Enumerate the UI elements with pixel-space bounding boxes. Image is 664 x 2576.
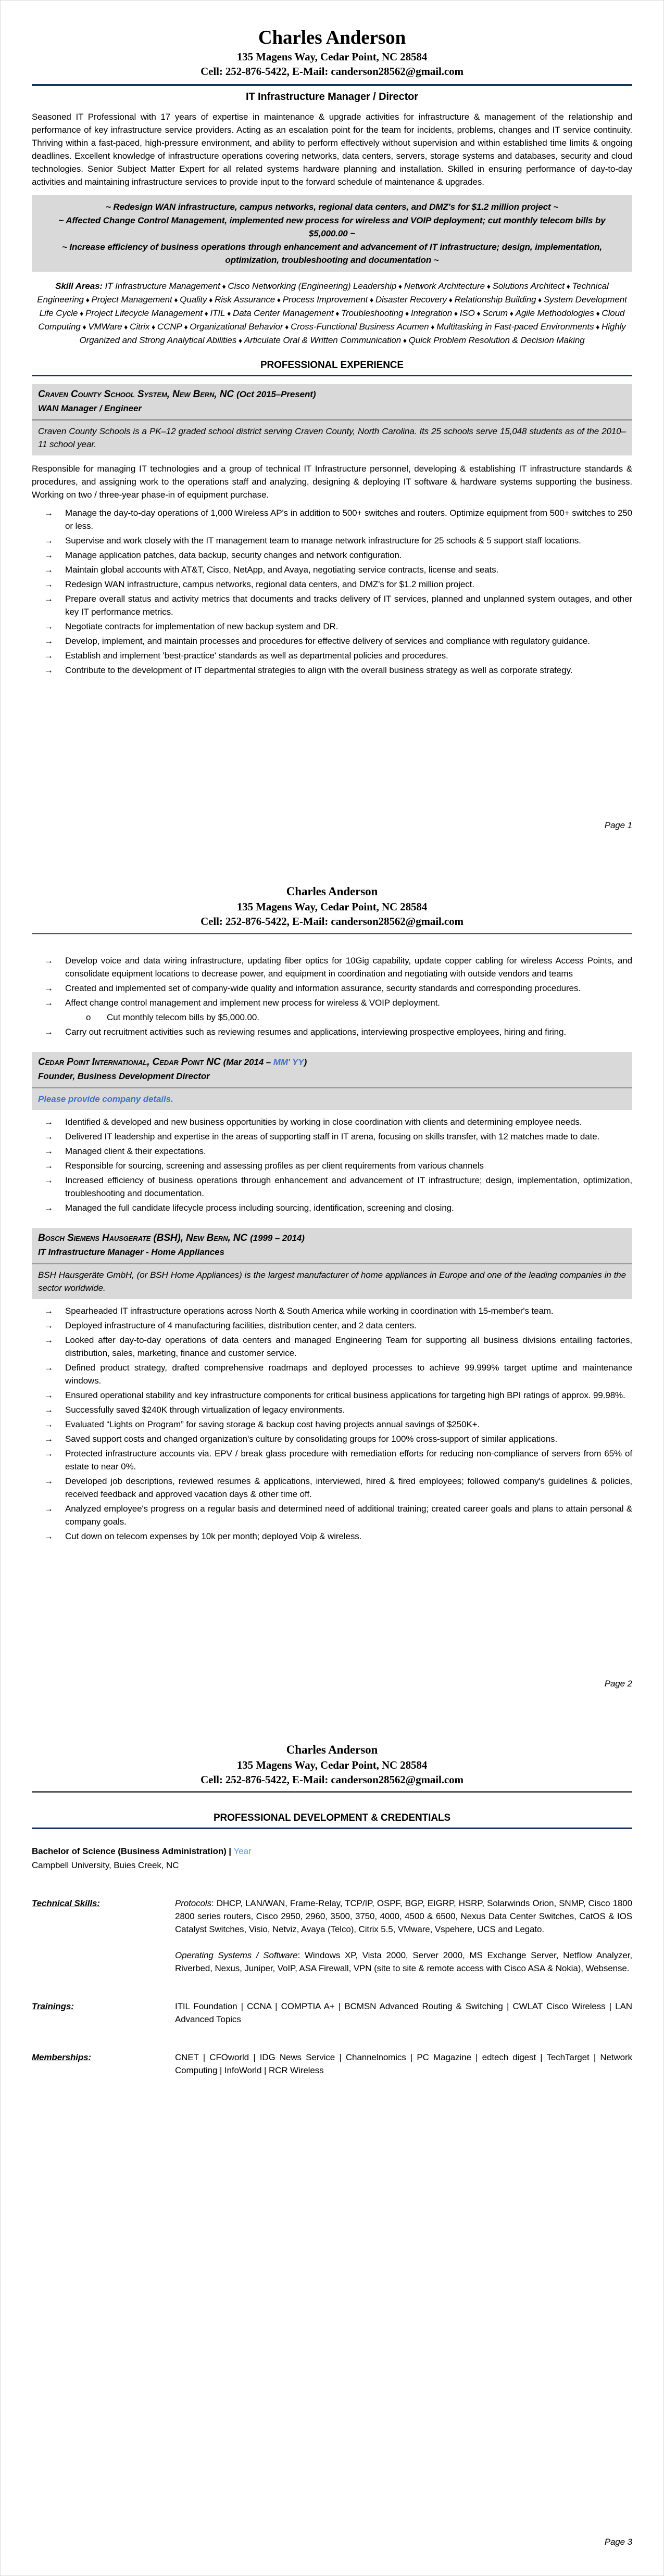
arrow-bullet-icon (32, 1145, 65, 1158)
bullet-text: Evaluated “Lights on Program” for saving storage & backup cost having projects annual savings of $250K+. (65, 1419, 480, 1429)
bullet-item (32, 1025, 632, 1038)
page-number: Page 2 (604, 1679, 632, 1689)
job-box-divider (32, 1263, 632, 1264)
skill-item: Disaster Recovery ♦ (375, 295, 455, 304)
job-header-cedar-point (32, 1052, 632, 1110)
degree-year-placeholder: Year (233, 1846, 252, 1856)
arrow-bullet-icon (32, 1389, 65, 1402)
skill-item: Relationship Building ♦ (455, 295, 544, 304)
candidate-contact-line: Cell: 252-876-5422, E-Mail: canderson28562@gmail.com (201, 915, 463, 928)
skill-item: IT Infrastructure Management ♦ (105, 281, 228, 291)
section-heading-experience: PROFESSIONAL EXPERIENCE (260, 360, 404, 371)
skill-item: System Development Life Cycle ♦ (40, 295, 627, 318)
job-dates-placeholder: MM' YY (273, 1057, 304, 1067)
bullet-text: Manage the day-to-day operations of 1,000 Wireless AP's in addition to 500+ switches and routers. Optimize equipment from 500+ switches to 250 or less. (65, 508, 632, 531)
skill-item: Process Improvement ♦ (283, 295, 375, 304)
skill-item: Highly Organized and Strong Analytical Abilities ♦ (79, 322, 625, 345)
os-software-lead: Operating Systems / Software (175, 1950, 298, 1960)
skill-item: Scrum ♦ (482, 308, 515, 318)
job-title: WAN Manager / Engineer (38, 403, 142, 413)
skill-item: CCNP ♦ (157, 322, 190, 332)
page-1 (1, 1, 663, 859)
arrow-bullet-icon (32, 649, 65, 662)
job-box-divider (32, 419, 632, 421)
arrow-bullet-icon (32, 1502, 65, 1528)
bullet-list-craven-p2 (32, 954, 632, 1038)
skill-item: Technical Engineering ♦ (37, 281, 609, 304)
bullet-text: Prepare overall status and activity metrics that documents and tracks delivery of IT services, planned and unplanned system outages, and other key IT performance metrics. (65, 594, 632, 617)
header-divider (32, 1791, 632, 1793)
arrow-bullet-icon (32, 1304, 65, 1317)
bullet-text: Successfully saved $240K through virtualization of legacy environments. (65, 1405, 345, 1415)
page-2 (1, 859, 663, 1717)
highlight-line: ~ Increase efficiency of business operations through enhancement and advancement of IT infrastructure; design, implementation, optimization, troubleshooting and documentation ~ (61, 242, 603, 265)
bullet-text: Created and implemented set of company-wide quality and information assurance, security standards and corresponding procedures. (65, 983, 581, 993)
bullet-text: Ensured operational stability and key infrastructure components for critical business applications for targeting high BPI ratings of approx. 99.98%. (65, 1390, 625, 1400)
summary-paragraph: Seasoned IT Professional with 17 years of expertise in maintenance & upgrade activities for infrastructure & management of the relationship and performance of key infrastructure service providers. Acting as an escalation point for the team for incidents, problems, changes and IT service continuity. Thriving within a fast-paced, high-pressure environment, and ability to perform effectively without supervision and within established time limits & ongoing deadlines. Excellent knowledge of infrastructure operations covering networks, data centers, servers, storage systems and databases, security and cloud technologies. Senior Subject Matter Expert for all related systems hardware planning and installation. Skilled in ensuring performance of day-to-day activities and maintaining infrastructure services to provide input to the forward schedule of maintenance & upgrades. (32, 112, 632, 187)
arrow-bullet-icon (32, 549, 65, 562)
job-title: Founder, Business Development Director (38, 1071, 210, 1081)
skill-item: Integration ♦ (411, 308, 460, 318)
arrow-bullet-icon (32, 1403, 65, 1416)
bullet-item (32, 982, 632, 995)
skill-item: ISO ♦ (460, 308, 483, 318)
bullet-text: Carry out recruitment activities such as reviewing resumes and applications, interviewing prospective employees, hiring and firing. (65, 1027, 567, 1037)
bullet-item (32, 1319, 632, 1332)
job-header-bsh (32, 1228, 632, 1299)
arrow-bullet-icon (32, 1447, 65, 1473)
bullet-item (32, 534, 632, 547)
bullet-item (32, 1403, 632, 1416)
arrow-bullet-icon (32, 635, 65, 648)
bullet-text: Supervise and work closely with the IT management team to manage network infrastructure for 25 schools & 5 support staff locations. (65, 536, 581, 545)
arrow-bullet-icon (32, 1418, 65, 1431)
os-software-paragraph (175, 1949, 632, 1975)
protocols-paragraph (175, 1897, 632, 1936)
section-divider (32, 1828, 632, 1829)
skill-areas (32, 280, 632, 347)
sub-bullet-item (86, 1011, 632, 1024)
highlights-box (32, 195, 632, 272)
bullet-text: Managed the full candidate lifecycle process including sourcing, identification, screening and closing. (65, 1203, 454, 1213)
technical-skills-label: Technical Skills: (32, 1898, 100, 1908)
bullet-text: Looked after day-to-day operations of data centers and managed Engineering Team for supporting all business divisions entailing factories, distribution, sales, marketing, finance and customer service. (65, 1335, 632, 1358)
bullet-text: Protected infrastructure accounts via. EPV / break glass procedure with remediation efforts for reducing non-compliance of servers from 65% of estate to near 0%. (65, 1449, 632, 1471)
bullet-text: Defined product strategy, drafted comprehensive roadmaps and deployed processes to achieve 99.999% target uptime and maintenance windows. (65, 1363, 632, 1386)
sub-bullet-text: Cut monthly telecom bills by $5,000.00. (107, 1012, 259, 1022)
candidate-name: Charles Anderson (286, 1743, 378, 1756)
job-title: IT Infrastructure Manager - Home Appliances (38, 1247, 224, 1257)
bullet-text: Responsible for sourcing, screening and assessing profiles as per client requirements from various channels (65, 1161, 484, 1171)
bullet-text: Affect change control management and implement new process for wireless & VOIP deployment. (65, 998, 440, 1008)
bullet-text: Cut down on telecom expenses by 10k per month; deployed Voip & wireless. (65, 1531, 362, 1541)
trainings-label: Trainings: (32, 2001, 74, 2011)
candidate-name: Charles Anderson (258, 27, 406, 48)
bullet-item (32, 578, 632, 591)
arrow-bullet-icon (32, 1334, 65, 1360)
skill-item: Network Architecture ♦ (404, 281, 493, 291)
skill-item: Project Lifecycle Management ♦ (85, 308, 210, 318)
bullet-text: Delivered IT leadership and expertise in the areas of supporting staff in IT arena, focusing on skills transfer, with 12 matches made to date. (65, 1132, 600, 1141)
skill-item: Citrix ♦ (130, 322, 157, 332)
bullet-item (32, 954, 632, 980)
arrow-bullet-icon (32, 982, 65, 995)
skill-item: Quick Problem Resolution & Decision Making (408, 335, 585, 345)
arrow-bullet-icon (32, 954, 65, 980)
bullet-item (32, 1502, 632, 1528)
arrow-bullet-icon (32, 563, 65, 576)
skill-item: Cross-Functional Business Acumen ♦ (291, 322, 436, 332)
bullet-text: Redesign WAN infrastructure, campus networks, regional data centers, and DMZ's for $1.2 million project. (65, 579, 474, 589)
skill-item: Project Management ♦ (92, 295, 180, 304)
bullet-text: Develop voice and data wiring infrastructure, updating fiber optics for 10Gig capability, update copper cabling for wireless Access Points, and consolidate equipment locations to decrease power, and equipment in coordination and negotiating with outside vendors and teams (65, 956, 632, 979)
section-divider (32, 375, 632, 376)
company-name: Craven County School System, New Bern, NC (38, 389, 234, 400)
memberships-label: Memberships: (32, 2052, 92, 2062)
arrow-bullet-icon (32, 578, 65, 591)
skill-item: Articulate Oral & Written Communication ♦ (244, 335, 409, 345)
degree-text: Bachelor of Science (Business Administration) | (32, 1846, 234, 1856)
protocols-lead: Protocols (175, 1898, 211, 1908)
job-dates: (1999 – 2014) (250, 1233, 305, 1243)
candidate-name: Charles Anderson (286, 885, 378, 898)
skill-item: Agile Methodologies ♦ (516, 308, 602, 318)
job-box-divider (32, 1087, 632, 1088)
bullet-item (32, 1174, 632, 1200)
bullet-item (32, 1145, 632, 1158)
circle-bullet-icon (86, 1011, 107, 1024)
school-line: Campbell University, Buies Creek, NC (32, 1860, 179, 1870)
technical-skills-row (32, 1897, 632, 1975)
section-heading-development: PROFESSIONAL DEVELOPMENT & CREDENTIALS (213, 1812, 451, 1823)
bullet-text: Manage application patches, data backup, security changes and network configuration. (65, 550, 402, 560)
bullet-text: Managed client & their expectations. (65, 1146, 206, 1156)
bullet-item (32, 1475, 632, 1501)
candidate-address: 135 Magens Way, Cedar Point, NC 28584 (236, 50, 428, 63)
bullet-text: Develop, implement, and maintain processes and procedures for effective delivery of services and compliance with regulatory guidance. (65, 636, 590, 646)
bullet-text: Analyzed employee's progress on a regular basis and determined need of additional training; created career goals and plans to attain personal & company goals. (65, 1504, 632, 1527)
page-number: Page 3 (604, 2537, 632, 2547)
arrow-bullet-icon (32, 1130, 65, 1143)
memberships-row (32, 2051, 632, 2077)
bullet-list-bsh (32, 1304, 632, 1543)
arrow-bullet-icon (32, 506, 65, 532)
company-name: Bosch Siemens Hausgerate (BSH), New Bern, NC (38, 1233, 248, 1243)
skill-item: Troubleshooting ♦ (341, 308, 411, 318)
page-number: Page 1 (604, 820, 632, 830)
arrow-bullet-icon (32, 592, 65, 618)
job-intro-paragraph: Responsible for managing IT technologies and a group of technical IT Infrastructure personnel, developing & establishing IT infrastructure standards & procedures, and assigning work to the operations staff and analyzing, designing & deploying IT software & hardware systems supporting the business. Working on two / three-year phase-in of equipment purchase. (32, 464, 632, 500)
bullet-text: Negotiate contracts for implementation of new backup system and DR. (65, 621, 339, 631)
company-details-note: Please provide company details. (38, 1094, 173, 1104)
skill-item: Data Center Management ♦ (233, 308, 341, 318)
company-name: Cedar Point International, Cedar Point NC (38, 1057, 221, 1068)
arrow-bullet-icon (32, 1432, 65, 1445)
bullet-item (32, 996, 632, 1009)
protocols-text: : DHCP, LAN/WAN, Frame-Relay, TCP/IP, OSPF, BGP, EIGRP, HSRP, Solarwinds Orion, SNMP, Cisco 1800 2800 series routers, Cisco 2950, 2960, 3500, 3750, 4000, 4500 & 6500, Nexus Data Center Switches, CatOS & IOS Catalyst Switches, Visio, Netviz, Avaya (Telco), Citrix 5.5, VMware, Vspehere, UCS and Legato. (175, 1898, 632, 1934)
bullet-text: Establish and implement 'best-practice' standards as well as departmental policies and procedures. (65, 651, 448, 661)
bullet-item (32, 1304, 632, 1317)
degree-line (32, 1845, 632, 1858)
bullet-text: Maintain global accounts with AT&T, Cisco, NetApp, and Avaya, negotiating service contracts, license and seats. (65, 565, 499, 575)
highlight-line: ~ Redesign WAN infrastructure, campus networks, regional data centers, and DMZ's for $1.2 million project ~ (105, 202, 559, 212)
bullet-item (32, 1530, 632, 1543)
bullet-item (32, 1159, 632, 1172)
bullet-list-craven-p1 (32, 506, 632, 677)
bullet-item (32, 1201, 632, 1214)
bullet-text: Increased efficiency of business operations through enhancement and advancement of IT infrastructure; design, implementation, optimization, troubleshooting and documentation. (65, 1175, 632, 1198)
memberships-content: CNET | CFOworld | IDG News Service | Channelnomics | PC Magazine | edtech digest | TechTarget | Network Computing | InfoWorld | RCR Wireless (175, 2052, 632, 2075)
skill-item: Multitasking in Fast-paced Environments ♦ (436, 322, 602, 332)
skill-item: Solutions Architect ♦ (493, 281, 572, 291)
job-company-line (38, 1232, 626, 1245)
bullet-item (32, 1334, 632, 1360)
candidate-address: 135 Magens Way, Cedar Point, NC 28584 (236, 1759, 428, 1771)
candidate-contact-line: Cell: 252-876-5422, E-Mail: canderson28562@gmail.com (201, 1773, 463, 1786)
skill-item: VMWare ♦ (88, 322, 130, 332)
skill-item: Organizational Behavior ♦ (190, 322, 291, 332)
bullet-text: Deployed infrastructure of 4 manufacturing facilities, distribution center, and 2 data centers. (65, 1321, 417, 1330)
arrow-bullet-icon (32, 1319, 65, 1332)
bullet-text: Saved support costs and changed organization's culture by consolidating groups for 100% cross-support of similar applications. (65, 1434, 558, 1444)
job-header-craven (32, 384, 632, 455)
bullet-item (32, 1432, 632, 1445)
bullet-list-cedar (32, 1115, 632, 1214)
arrow-bullet-icon (32, 1025, 65, 1038)
candidate-address: 135 Magens Way, Cedar Point, NC 28584 (236, 900, 428, 913)
company-description: BSH Hausgeräte GmbH, (or BSH Home Appliances) is the largest manufacturer of home appliances in Europe and one of the leading companies in the sector worldwide. (38, 1270, 626, 1293)
arrow-bullet-icon (32, 1475, 65, 1501)
bullet-text: Contribute to the development of IT departmental strategies to align with the overall business strategy as well as corporate strategy. (65, 665, 573, 675)
job-company-line (38, 1056, 626, 1069)
bullet-item (32, 592, 632, 618)
header-divider (32, 84, 632, 86)
bullet-item (32, 664, 632, 677)
bullet-item (32, 1389, 632, 1402)
skill-item: Cisco Networking (Engineering) Leadership ♦ (228, 281, 404, 291)
technical-skills-content (175, 1897, 632, 1975)
bullet-item (32, 563, 632, 576)
trainings-row (32, 2000, 632, 2026)
candidate-contact-line: Cell: 252-876-5422, E-Mail: canderson28562@gmail.com (201, 65, 463, 78)
skill-areas-label: Skill Areas: (55, 281, 103, 291)
company-description: Craven County Schools is a PK–12 graded school district serving Craven County, North Carolina. Its 25 schools serve 15,048 students as of the 2010–11 school year. (38, 426, 626, 449)
bullet-item (32, 620, 632, 633)
arrow-bullet-icon (32, 664, 65, 677)
bullet-item (32, 1130, 632, 1143)
job-dates: (Oct 2015–Present) (236, 389, 316, 399)
os-software-text: : Windows XP, Vista 2000, Server 2000, MS Exchange Server, Netflow Analyzer, Riverbed, Nexus, Juniper, VoIP, ASA Firewall, VPN (site to site & remote access with Cisco ASA & Nokia), Websense. (175, 1950, 632, 1973)
skill-list (37, 281, 627, 345)
highlight-line: ~ Affected Change Control Management, implemented new process for wireless and VOIP deployment; cut monthly telecom bills by $5,000.00 ~ (58, 215, 606, 238)
skill-item: Quality ♦ (180, 295, 215, 304)
job-dates-suffix: ) (304, 1057, 307, 1067)
arrow-bullet-icon (32, 996, 65, 1009)
bullet-item (32, 506, 632, 532)
arrow-bullet-icon (32, 1159, 65, 1172)
bullet-item (32, 549, 632, 562)
bullet-text: Spearheaded IT infrastructure operations across North & South America while working in coordination with 15-member's team. (65, 1306, 554, 1316)
trainings-content: ITIL Foundation | CCNA | COMPTIA A+ | BCMSN Advanced Routing & Switching | CWLAT Cisco Wireless | LAN Advanced Topics (175, 2001, 632, 2024)
arrow-bullet-icon (32, 1361, 65, 1387)
bullet-text: Identified & developed and new business opportunities by working in close coordination with clients and determining employee needs. (65, 1117, 582, 1127)
bullet-item (32, 649, 632, 662)
arrow-bullet-icon (32, 1174, 65, 1200)
arrow-bullet-icon (32, 1201, 65, 1214)
bullet-text: Developed job descriptions, reviewed resumes & applications, interviewed, hired & fired employees; followed company's guidelines & policies, received feedback and approved vacation days & other time off. (65, 1476, 632, 1499)
arrow-bullet-icon (32, 1115, 65, 1128)
bullet-item (32, 1115, 632, 1128)
arrow-bullet-icon (32, 1530, 65, 1543)
page-3 (1, 1717, 663, 2575)
skill-item: Cloud Computing ♦ (38, 308, 624, 332)
bullet-item (32, 1361, 632, 1387)
skill-item: ITIL ♦ (210, 308, 233, 318)
skill-item: Risk Assurance ♦ (215, 295, 283, 304)
job-dates-prefix: (Mar 2014 – (223, 1057, 273, 1067)
job-company-line (38, 388, 626, 401)
arrow-bullet-icon (32, 620, 65, 633)
bullet-item (32, 1447, 632, 1473)
resume-title: IT Infrastructure Manager / Director (246, 91, 418, 103)
bullet-item (32, 635, 632, 648)
bullet-item (32, 1418, 632, 1431)
header-divider (32, 933, 632, 934)
arrow-bullet-icon (32, 534, 65, 547)
